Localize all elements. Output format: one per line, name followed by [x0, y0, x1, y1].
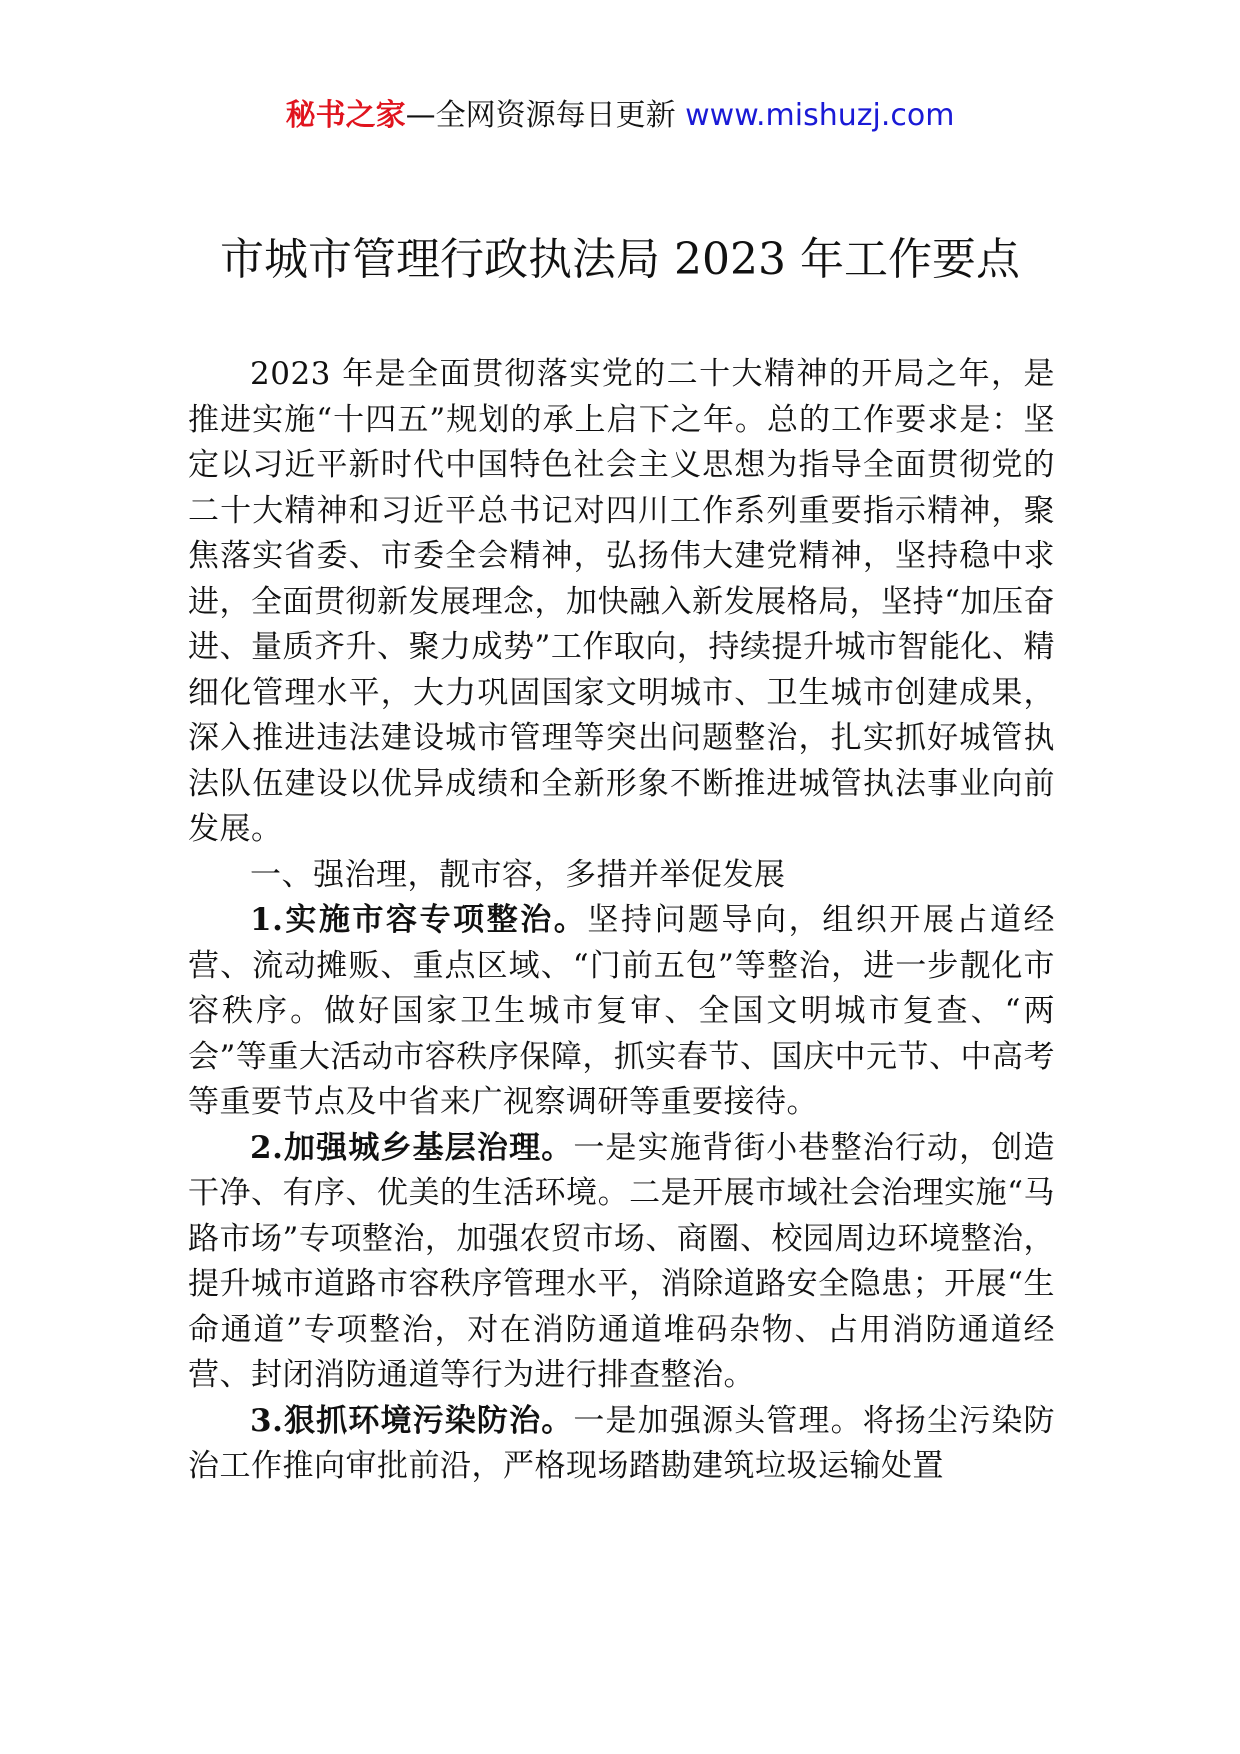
item-lead: 1.实施市容专项整治。: [250, 902, 588, 938]
document-body: [188, 352, 1055, 1490]
intro-paragraph: 2023 年是全面贯彻落实党的二十大精神的开局之年，是推进实施“十四五”规划的承上启下之年。总的工作要求是：坚定以习近平新时代中国特色社会主义思想为指导全面贯彻党的二十大精神和习近平总书记对四川工作系列重要指示精神，聚焦落实省委、市委全会精神，弘扬伟大建党精神，坚持稳中求进，全面贯彻新发展理念，加快融入新发展格局，坚持“加压奋进、量质齐升、聚力成势”工作取向，持续提升城市智能化、精细化管理水平，大力巩固国家文明城市、卫生城市创建成果，深入推进违法建设城市管理等突出问题整治，扎实抓好城管执法队伍建设以优异成绩和全新形象不断推进城管执法事业向前发展。: [188, 356, 1055, 847]
item-paragraph: [188, 1399, 1055, 1490]
item-text: 一是实施背街小巷整治行动，创造干净、有序、优美的生活环境。二是开展市域社会治理实施“马路市场”专项整治，加强农贸市场、商圈、校园周边环境整治，提升城市道路市容秩序管理水平，消除道路安全隐患；开展“生命通道”专项整治，对在消防通道堆码杂物、占用消防通道经营、封闭消防通道等行为进行排查整治。: [188, 1129, 1055, 1393]
site-url-link[interactable]: www.mishuzj.com: [685, 98, 955, 133]
section-heading: 一、强治理，靓市容，多措并举促发展: [250, 856, 786, 893]
item-lead: 3.狠抓环境污染防治。: [250, 1402, 574, 1439]
document-title: 市城市管理行政执法局 2023 年工作要点: [220, 234, 1020, 285]
item-paragraph: [188, 1126, 1055, 1399]
item-text: 坚持问题导向，组织开展占道经营、流动摊贩、重点区域、“门前五包”等整治，进一步靓化市容秩序。做好国家卫生城市复审、全国文明城市复查、“两会”等重大活动市容秩序保障，抓实春节、国庆中元节、中高考等重要节点及中省来广视察调研等重要接待。: [188, 902, 1055, 1120]
site-header: [0, 96, 1240, 136]
site-tagline: —全网资源每日更新: [405, 98, 686, 133]
item-lead: 2.加强城乡基层治理。: [250, 1129, 574, 1166]
site-brand: 秘书之家: [285, 98, 406, 133]
item-text: 一是加强源头管理。将扬尘污染防治工作推向审批前沿，严格现场踏勘建筑垃圾运输处置: [188, 1402, 1055, 1484]
item-paragraph: [188, 898, 1055, 1126]
